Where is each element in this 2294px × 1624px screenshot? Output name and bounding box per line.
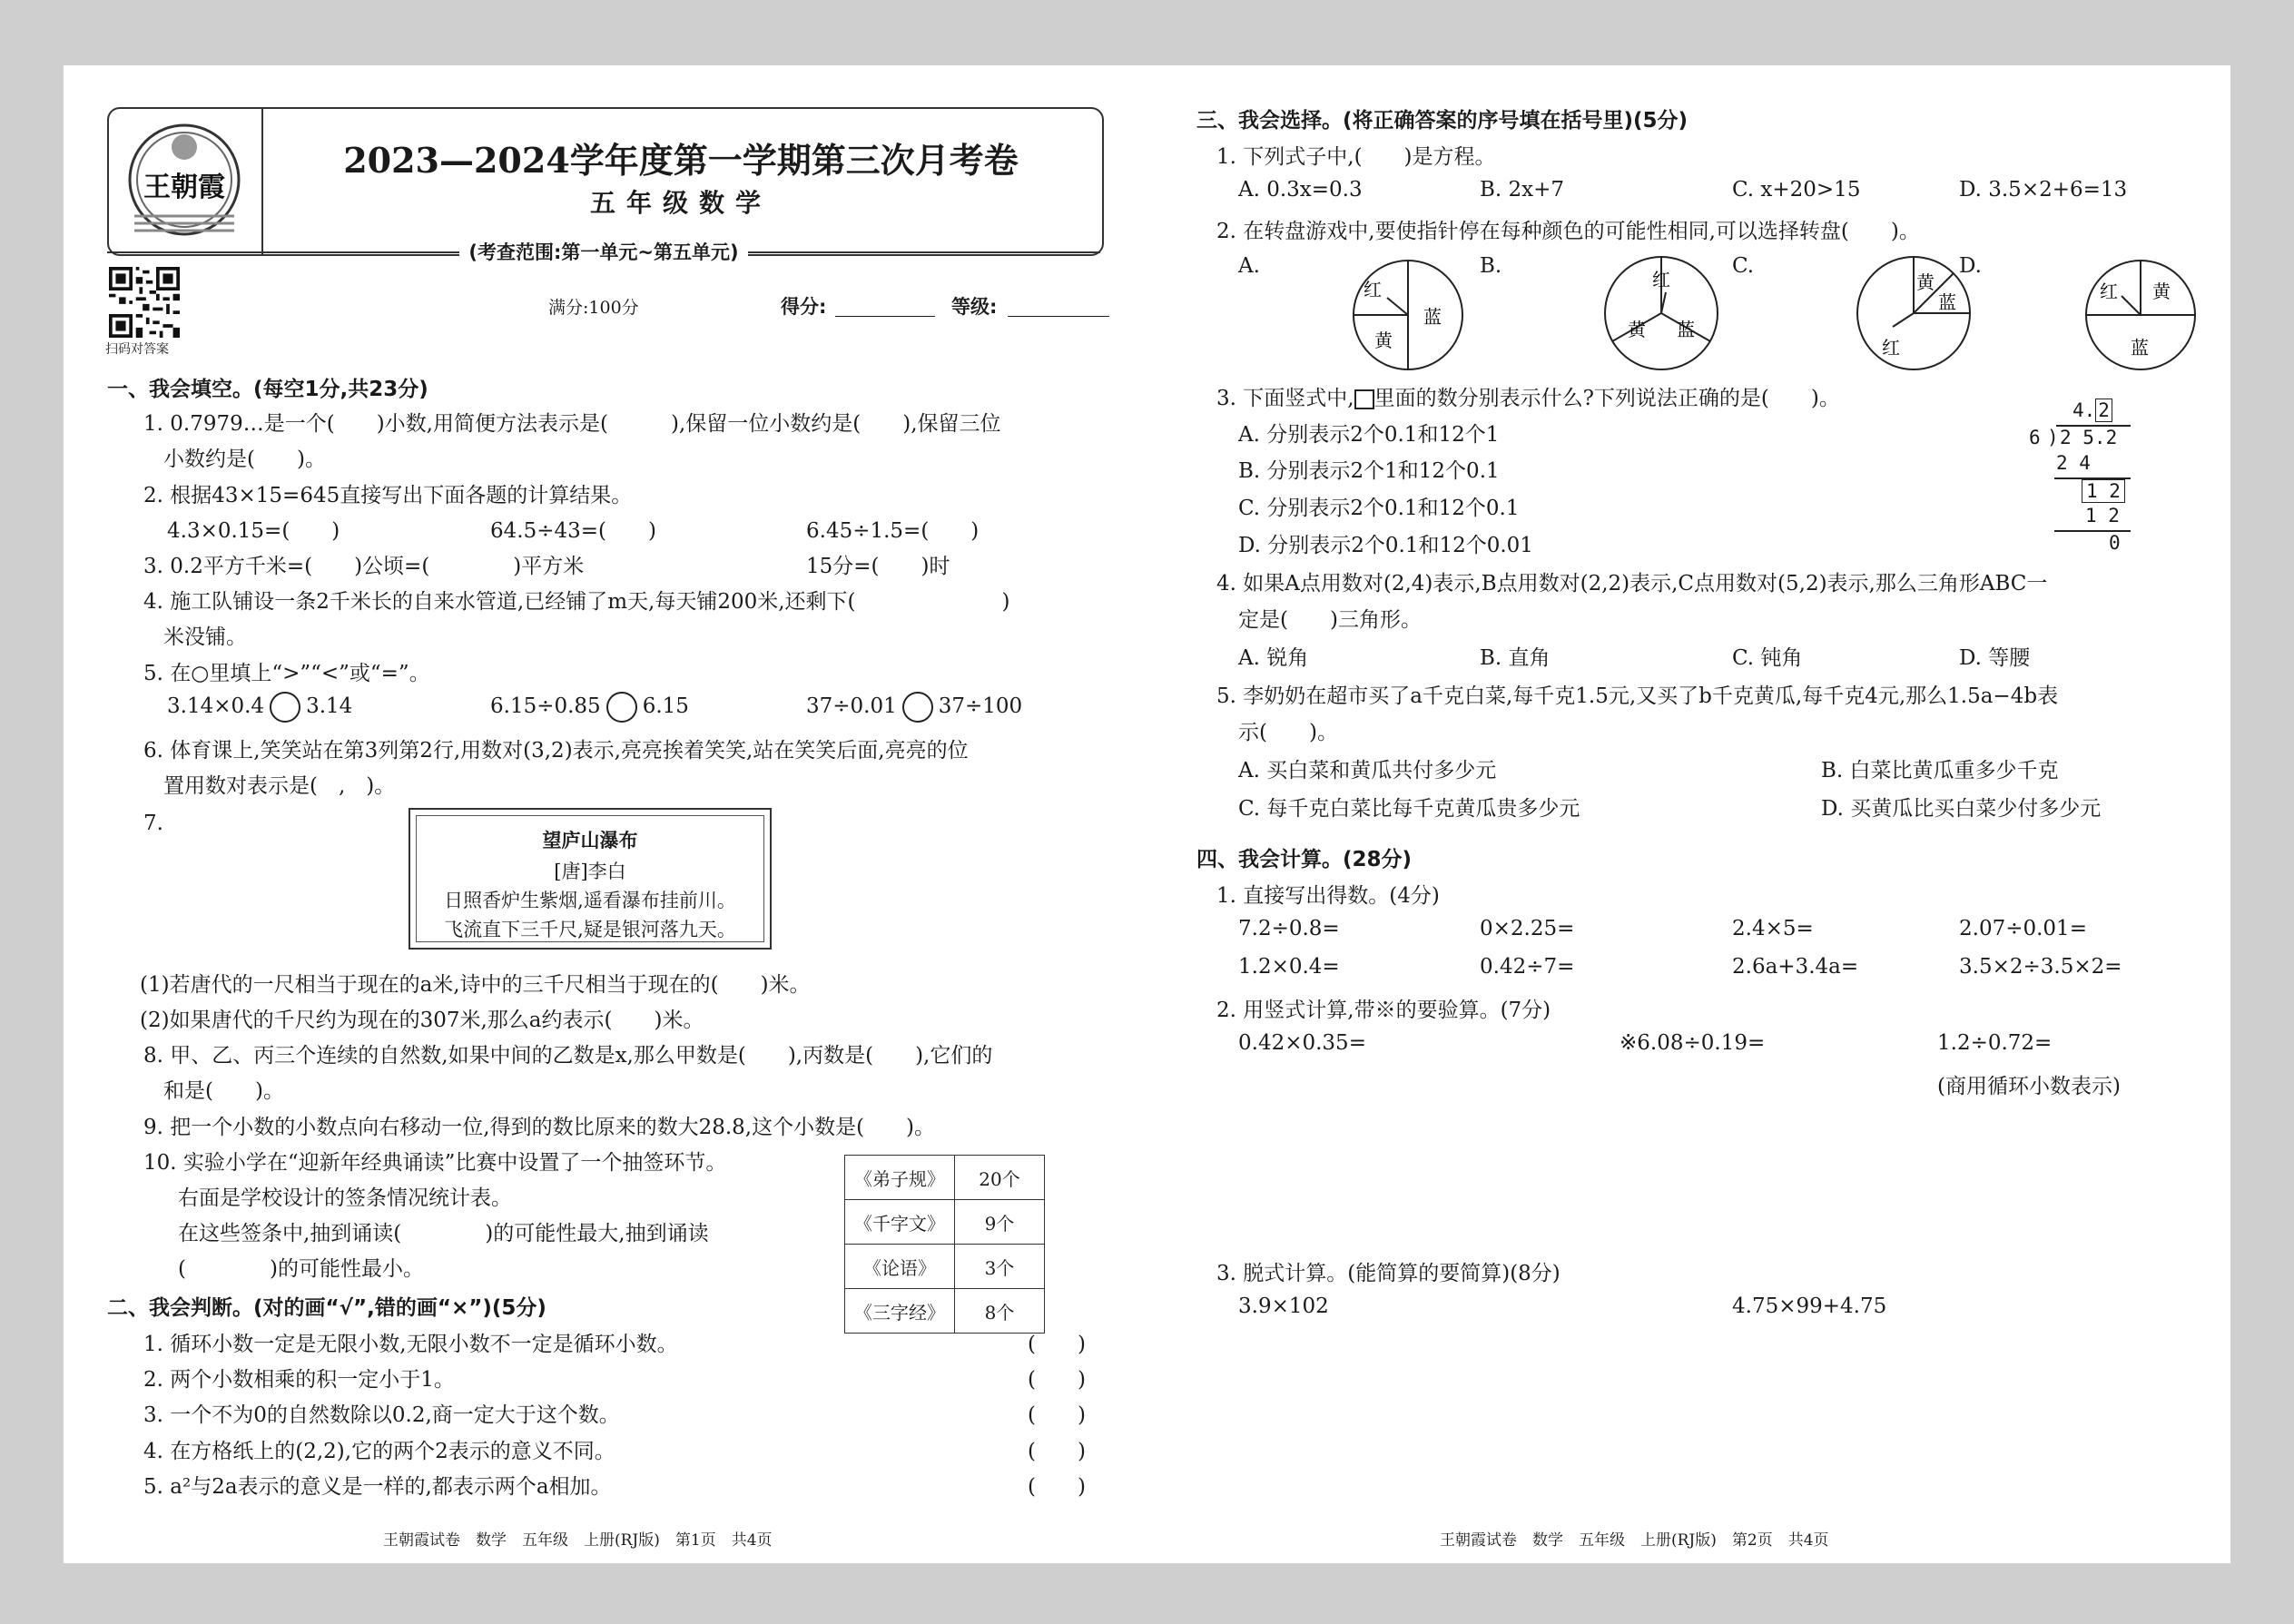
table-row: 《三字经》 8个: [845, 1289, 1045, 1334]
logo-text: 王朝霞: [143, 172, 225, 203]
exam-title: 2023—2024学年度第一学期第三次月考卷: [343, 140, 1019, 181]
q10-line4: ( )的可能性最小。: [178, 1257, 424, 1281]
q2-text: 2. 根据43×15=645直接写出下面各题的计算结果。: [143, 484, 633, 507]
spinner-d[interactable]: [2083, 258, 2198, 372]
calc-q2-note: (商用循环小数表示): [1937, 1075, 2121, 1098]
long-division: 4. 2 6 ) 2 5.2 2 4 1 2 1 2 0: [2029, 399, 2138, 572]
calc-q1-r2-c2: 0.42÷7=: [1480, 955, 1575, 979]
section-3-heading: 三、我会选择。(将正确答案的序号填在括号里)(5分): [1196, 109, 1689, 133]
q4-line2: 米没铺。: [163, 625, 247, 649]
calc-q1-r2-c4: 3.5×2÷3.5×2=: [1959, 955, 2122, 979]
score-label: 得分:: [781, 296, 827, 318]
choice-q3-opt-c: C. 分别表示2个0.1和12个0.1: [1238, 497, 1520, 520]
exam-paper: [64, 65, 2230, 1563]
qr-code-icon[interactable]: [109, 267, 180, 338]
q10-line3: 在这些签条中,抽到诵读( )的可能性最大,抽到诵读: [178, 1222, 709, 1245]
table-row: 《千字文》 9个: [845, 1200, 1045, 1245]
quotient: 4. 2: [2072, 399, 2112, 421]
svg-text:蓝: 蓝: [1938, 291, 1956, 313]
judge-answer-1[interactable]: ( ): [1028, 1333, 1086, 1356]
calc-q2-item-1: 0.42×0.35=: [1238, 1031, 1366, 1055]
svg-text:蓝: 蓝: [1423, 306, 1442, 328]
section-1-heading: 一、我会填空。(每空1分,共23分): [107, 378, 428, 401]
choice-q3-opt-d: D. 分别表示2个0.1和12个0.01: [1238, 534, 1533, 557]
wheel-label-a: A.: [1238, 254, 1260, 278]
spinner-a[interactable]: [1351, 258, 1465, 372]
dividend: 2 5.2: [2060, 427, 2118, 448]
poem-line-1: 日照香炉生紫烟,遥看瀑布挂前川。: [444, 890, 736, 911]
school-logo: [116, 114, 252, 249]
qr-label: 扫码对答案: [105, 342, 169, 357]
q5-compare-2: 6.15÷0.85 6.15: [490, 692, 689, 723]
page-2: [1180, 65, 2230, 1563]
judge-answer-5[interactable]: ( ): [1028, 1475, 1086, 1499]
section-4-heading: 四、我会计算。(28分): [1196, 848, 1413, 871]
svg-text:黄: 黄: [1628, 319, 1646, 340]
calc-q2-item-2: ※6.08÷0.19=: [1620, 1031, 1766, 1055]
calc-q3-item-1: 3.9×102: [1238, 1294, 1329, 1318]
calc-q3-item-2: 4.75×99+4.75: [1732, 1294, 1887, 1318]
calc-q1-r2-c1: 1.2×0.4=: [1238, 955, 1340, 979]
poem-box: [409, 808, 772, 950]
grade-field[interactable]: [1008, 292, 1109, 317]
svg-text:红: 红: [1652, 269, 1670, 290]
grade-label: 等级:: [951, 296, 998, 318]
exam-scope: [107, 238, 1100, 265]
q5-text: 5. 在○里填上“>”“<”或“=”。: [143, 662, 430, 685]
q2-item-3: 6.45÷1.5=( ): [806, 519, 980, 543]
wheel-label-b: B.: [1480, 254, 1502, 278]
wheel-label-d: D.: [1959, 254, 1982, 278]
judge-answer-3[interactable]: ( ): [1028, 1403, 1086, 1427]
calc-q2-item-3: 1.2÷0.72=: [1937, 1031, 2053, 1055]
poem-title: 望庐山瀑布: [542, 830, 638, 851]
choice-q5-opt-d: D. 买黄瓜比买白菜少付多少元: [1821, 797, 2102, 821]
choice-q1-opt-d: D. 3.5×2+6=13: [1959, 178, 2128, 202]
q10-line2: 右面是学校设计的签条情况统计表。: [178, 1186, 512, 1210]
q2-item-2: 64.5÷43=( ): [490, 519, 656, 543]
calc-q1-r1-c3: 2.4×5=: [1732, 917, 1814, 940]
q1-line1: 1. 0.7979…是一个( )小数,用简便方法表示是( ),保留一位小数约是( ),保留三位: [143, 412, 1001, 436]
choice-q1-opt-b: B. 2x+7: [1480, 178, 1565, 202]
svg-text:黄: 黄: [1916, 271, 1935, 293]
q7-part-1: (1)若唐代的一尺相当于现在的a米,诗中的三千尺相当于现在的( )米。: [140, 973, 811, 997]
svg-text:红: 红: [1364, 279, 1382, 300]
table-row: 《弟子规》 20个: [845, 1156, 1045, 1200]
q4-line1: 4. 施工队铺设一条2千米长的自来水管道,已经铺了m天,每天铺200米,还剩下( ): [143, 590, 1010, 614]
calc-q1-r1-c4: 2.07÷0.01=: [1959, 917, 2087, 940]
choice-q5-opt-b: B. 白菜比黄瓜重多少千克: [1821, 759, 2059, 782]
box-icon: [1354, 389, 1374, 409]
q3-item-1: 3. 0.2平方千米=( )公顷=( )平方米: [143, 555, 585, 578]
q2-item-1: 4.3×0.15=( ): [167, 519, 340, 543]
step-1: 2 4: [2056, 452, 2091, 474]
compare-circle[interactable]: [902, 692, 933, 723]
table-row: 《论语》 3个: [845, 1245, 1045, 1289]
q5-compare-3: 37÷0.01 37÷100: [806, 692, 1022, 723]
choice-q5-opt-c: C. 每千克白菜比每千克黄瓜贵多少元: [1238, 797, 1580, 821]
divisor: 6: [2029, 427, 2041, 448]
choice-q5-line1: 5. 李奶奶在超市买了a千克白菜,每千克1.5元,又买了b千克黄瓜,每千克4元,那么1.5a−4b表: [1216, 684, 2059, 708]
svg-text:红: 红: [1882, 337, 1900, 359]
choice-q4-line1: 4. 如果A点用数对(2,4)表示,B点用数对(2,2)表示,C点用数对(5,2)表示,那么三角形ABC一: [1216, 572, 2048, 595]
choice-q4-opt-b: B. 直角: [1480, 646, 1551, 670]
q8-line2: 和是( )。: [163, 1079, 284, 1103]
calc-q1-r1-c1: 7.2÷0.8=: [1238, 917, 1340, 940]
choice-q3: 3. 下面竖式中, 里面的数分别表示什么?下列说法正确的是( )。: [1216, 387, 1840, 410]
judge-item-3: 3. 一个不为0的自然数除以0.2,商一定大于这个数。: [143, 1403, 620, 1427]
footer-page-2: 王朝霞试卷 数学 五年级 上册(RJ版) 第2页 共4页: [1440, 1531, 1829, 1550]
q7-number: 7.: [143, 812, 163, 835]
judge-item-4: 4. 在方格纸上的(2,2),它的两个2表示的意义不同。: [143, 1440, 615, 1463]
svg-text:黄: 黄: [1374, 330, 1393, 351]
wheel-label-c: C.: [1732, 254, 1755, 278]
logo-divider: [261, 109, 263, 254]
step-3: 1 2: [2085, 505, 2120, 527]
choice-q4-opt-d: D. 等腰: [1959, 646, 2031, 670]
svg-text:蓝: 蓝: [1677, 319, 1695, 340]
q6-line2: 置用数对表示是( , )。: [163, 774, 396, 798]
remainder: 0: [2109, 532, 2121, 554]
calc-q3: 3. 脱式计算。(能简算的要简算)(8分): [1216, 1262, 1561, 1285]
choice-q3-opt-a: A. 分别表示2个0.1和12个1: [1238, 423, 1500, 447]
q8-line1: 8. 甲、乙、丙三个连续的自然数,如果中间的乙数是x,那么甲数是( ),丙数是( ),它们的: [143, 1044, 993, 1068]
svg-text:蓝: 蓝: [2131, 337, 2149, 359]
judge-item-1: 1. 循环小数一定是无限小数,无限小数不一定是循环小数。: [143, 1333, 678, 1356]
q3-item-2: 15分=( )时: [806, 555, 950, 578]
spinner-b[interactable]: [1602, 254, 1720, 372]
step-2-box: 1 2: [2082, 479, 2125, 503]
choice-q1-opt-a: A. 0.3x=0.3: [1238, 178, 1363, 202]
draw-stats-table: [844, 1155, 1045, 1334]
choice-q4-line2: 定是( )三角形。: [1238, 608, 1422, 632]
judge-answer-2[interactable]: ( ): [1028, 1368, 1086, 1392]
exam-header: [107, 107, 1104, 256]
q6-line1: 6. 体育课上,笑笑站在第3列第2行,用数对(3,2)表示,亮亮挨着笑笑,站在笑笑后面,亮亮的位: [143, 739, 969, 763]
q7-part-2: (2)如果唐代的千尺约为现在的307米,那么a约表示( )米。: [140, 1009, 704, 1032]
choice-q1-opt-c: C. x+20>15: [1732, 178, 1861, 202]
q5-compare-1: 3.14×0.4 3.14: [167, 692, 352, 723]
choice-q2: 2. 在转盘游戏中,要使指针停在每种颜色的可能性相同,可以选择转盘( )。: [1216, 220, 1920, 243]
calc-q2: 2. 用竖式计算,带※的要验算。(7分): [1216, 999, 1551, 1022]
calc-q1-r2-c3: 2.6a+3.4a=: [1732, 955, 1859, 979]
judge-answer-4[interactable]: ( ): [1028, 1440, 1086, 1463]
choice-q1: 1. 下列式子中,( )是方程。: [1216, 145, 1496, 169]
choice-q5-line2: 示( )。: [1238, 721, 1338, 744]
full-score: 满分:100分: [548, 298, 639, 318]
choice-q5-opt-a: A. 买白菜和黄瓜共付多少元: [1238, 759, 1497, 782]
q9-text: 9. 把一个小数的小数点向右移动一位,得到的数比原来的数大28.8,这个小数是( )。: [143, 1116, 936, 1139]
svg-text:黄: 黄: [2152, 281, 2171, 302]
exam-subtitle: 五年级数学: [589, 188, 772, 218]
choice-q3-opt-b: B. 分别表示2个1和12个0.1: [1238, 459, 1500, 483]
q10-line1: 10. 实验小学在“迎新年经典诵读”比赛中设置了一个抽签环节。: [143, 1151, 727, 1175]
footer-page-1: 王朝霞试卷 数学 五年级 上册(RJ版) 第1页 共4页: [383, 1531, 773, 1550]
judge-item-2: 2. 两个小数相乘的积一定小于1。: [143, 1368, 455, 1392]
choice-q4-opt-a: A. 锐角: [1238, 646, 1309, 670]
score-field[interactable]: [835, 292, 935, 317]
calc-q1: 1. 直接写出得数。(4分): [1216, 884, 1440, 908]
page-1: [64, 65, 1133, 1563]
q1-line2: 小数约是( )。: [163, 448, 326, 471]
spinner-c[interactable]: [1855, 254, 1973, 372]
judge-item-5: 5. a²与2a表示的意义是一样的,都表示两个a相加。: [143, 1475, 612, 1499]
section-2-heading: 二、我会判断。(对的画“√”,错的画“×”)(5分): [107, 1296, 546, 1320]
poem-line-2: 飞流直下三千尺,疑是银河落九天。: [444, 919, 736, 940]
scope-text: (考查范围:第一单元~第五单元): [459, 241, 747, 263]
choice-q4-opt-c: C. 钝角: [1732, 646, 1803, 670]
compare-circle[interactable]: [270, 692, 300, 723]
poem-author: [唐]李白: [554, 861, 626, 882]
compare-circle[interactable]: [606, 692, 637, 723]
calc-q1-r1-c2: 0×2.25=: [1480, 917, 1575, 940]
svg-text:红: 红: [2100, 281, 2118, 302]
